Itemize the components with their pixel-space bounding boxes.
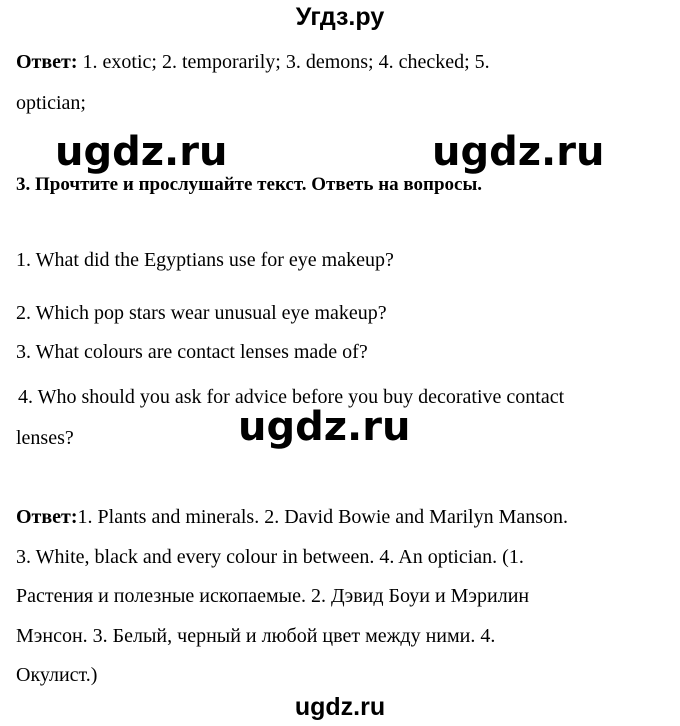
site-header-title: Угдз.ру [295,3,385,31]
answer2-line: Мэнсон. 3. Белый, черный и любой цвет между ними. 4. [16,625,496,647]
watermark: ugdz.ru [55,129,228,175]
question-item: lenses? [16,427,74,449]
answer1-label: Ответ: [16,51,78,73]
question-item: 1. What did the Egyptians use for eye makeup? [16,249,394,271]
watermark: ugdz.ru [432,129,605,175]
answer1-line2: optician; [16,92,86,114]
answer2-label: Ответ: [16,506,78,528]
question-item: 3. What colours are contact lenses made of? [16,341,368,363]
answer2-text: 1. Plants and minerals. 2. David Bowie and Marilyn Manson. [77,506,569,528]
task3-heading: 3. Прочтите и прослушайте текст. Ответь на вопросы. [16,174,483,195]
answer1-line1 [16,50,490,74]
question-item: 4. Who should you ask for advice before you buy decorative contact [18,386,565,408]
answer2-line: Растения и полезные ископаемые. 2. Дэвид Боуи и Мэрилин [16,585,530,607]
watermark: ugdz.ru [238,404,411,450]
answer2-line: Окулист.) [16,664,98,686]
answer2-line: 3. White, black and every colour in between. 4. An optician. (1. [16,546,524,568]
question-item: 2. Which pop stars wear unusual eye makeup? [16,302,387,324]
site-footer-title: ugdz.ru [294,693,386,721]
answer1-text: 1. exotic; 2. temporarily; 3. demons; 4. checked; 5. [77,51,490,73]
answer2-line1 [16,505,568,529]
